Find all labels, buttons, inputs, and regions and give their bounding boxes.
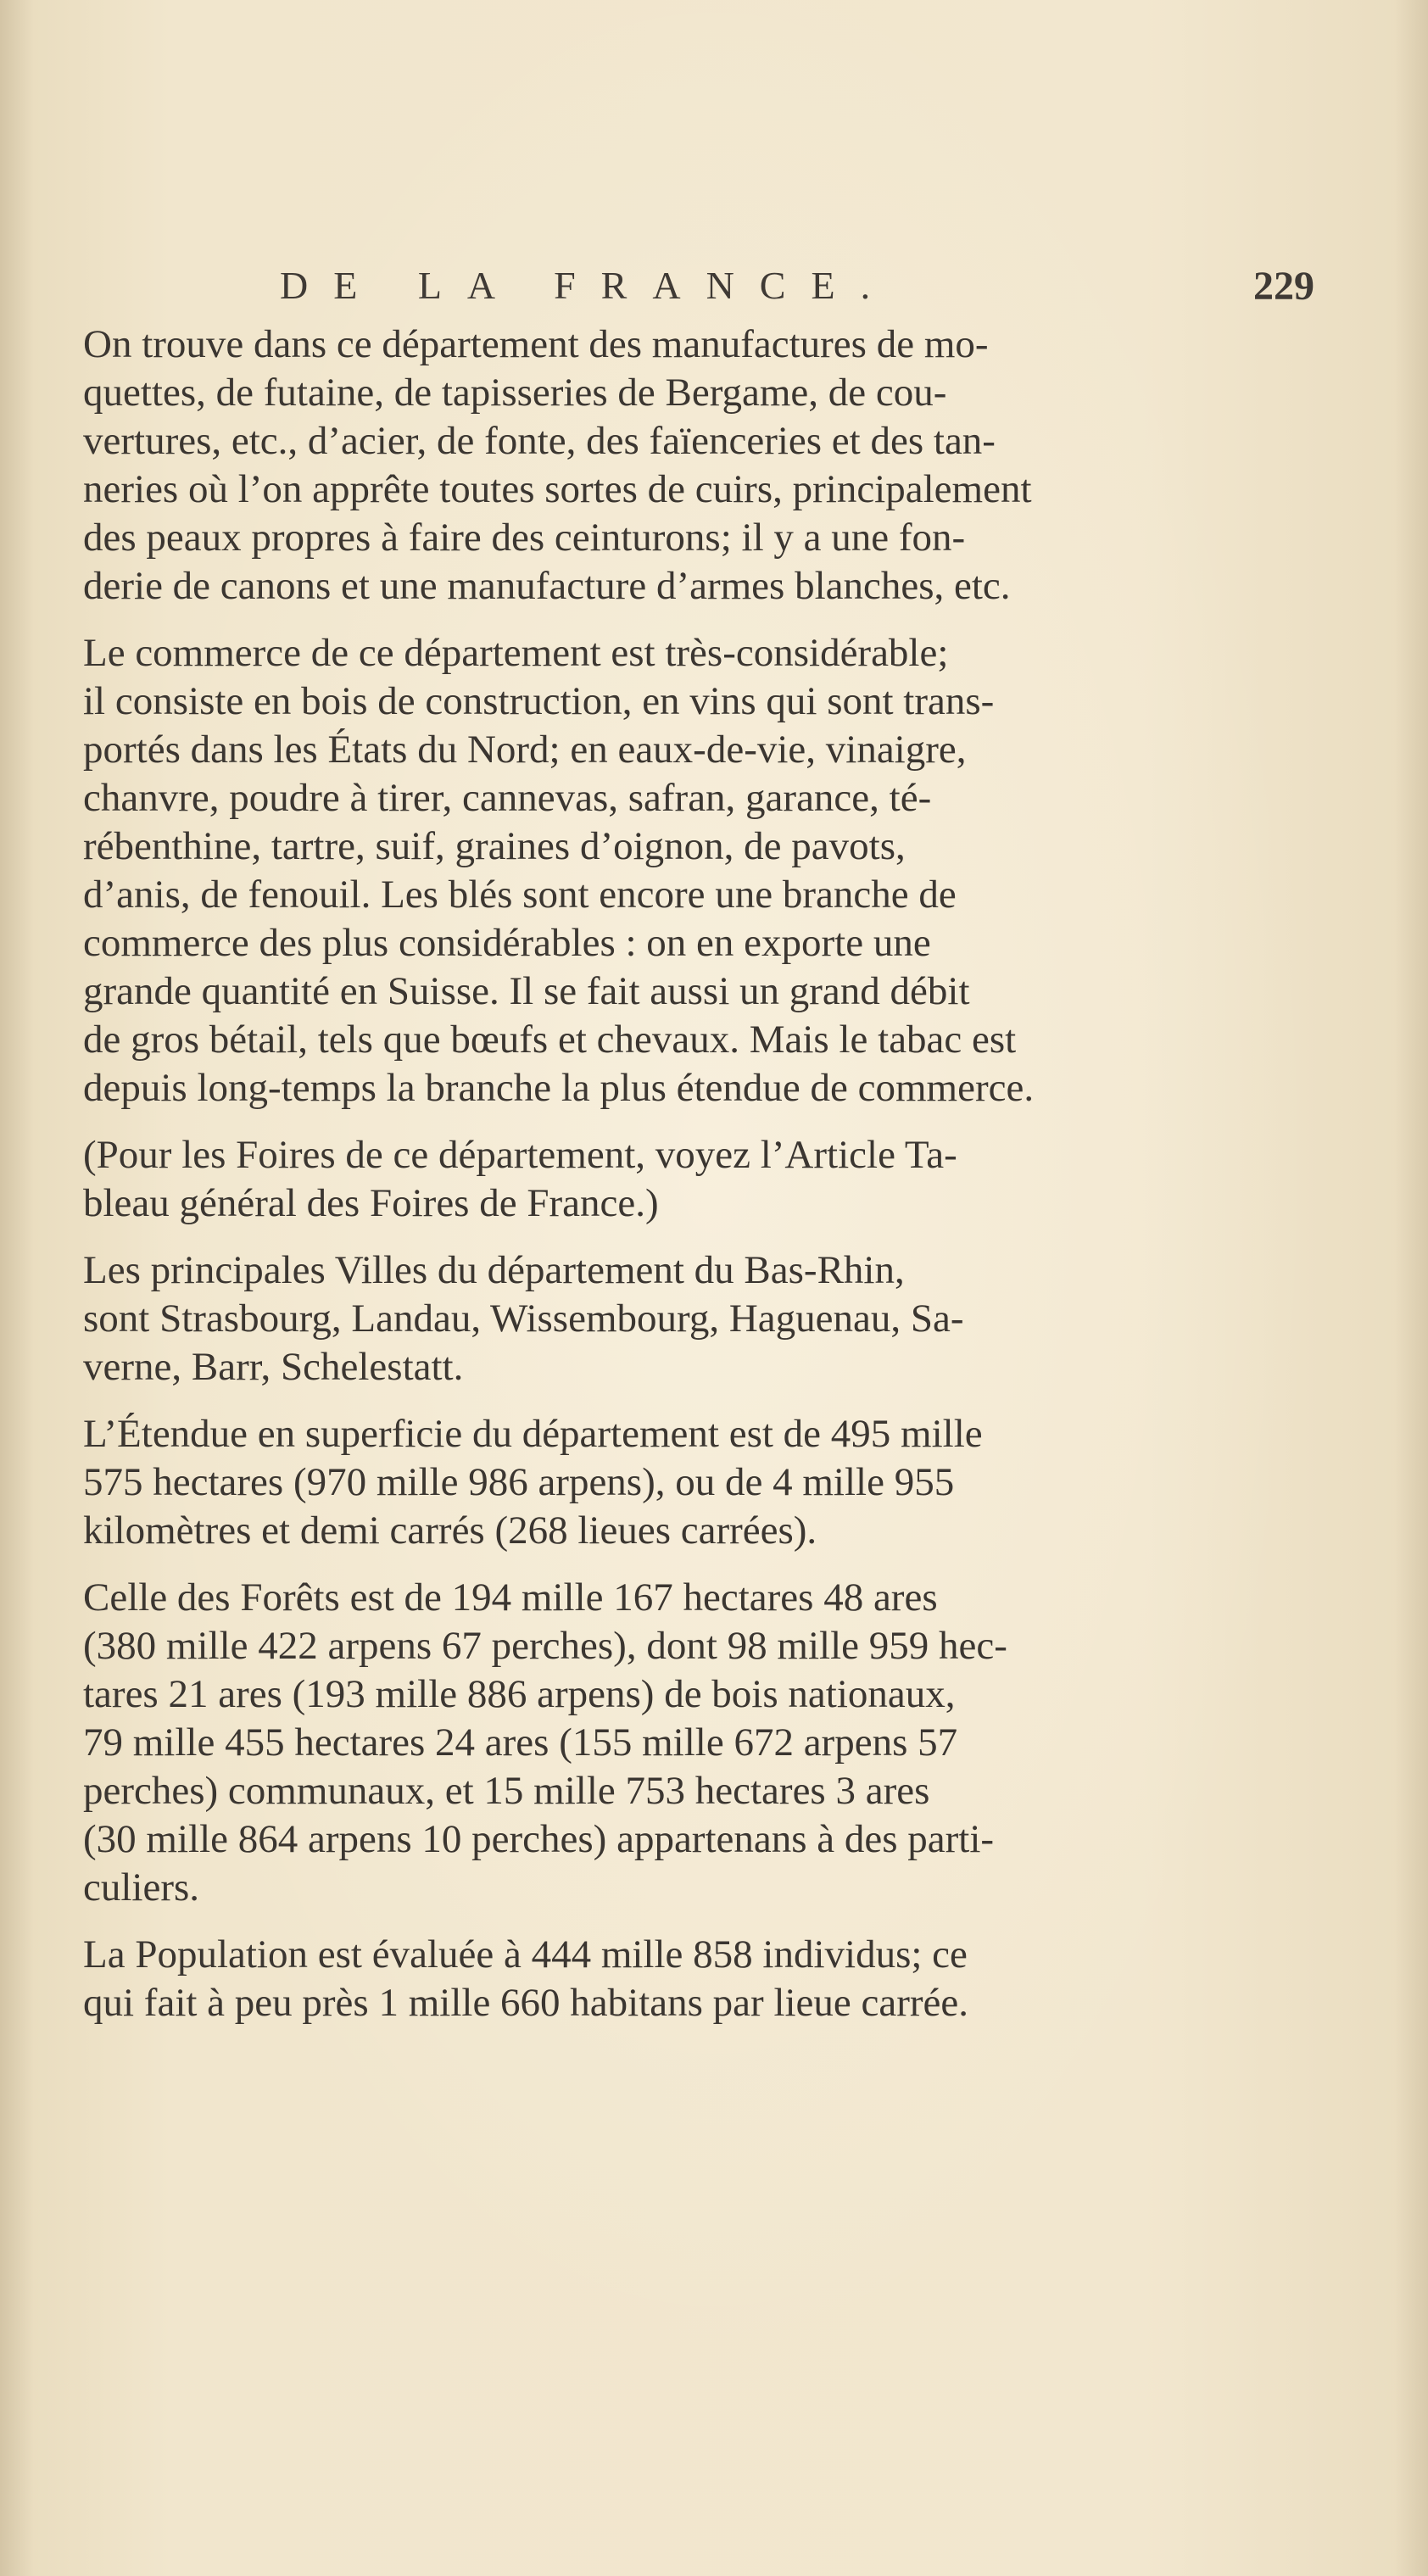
paragraph [83, 629, 1162, 1112]
paragraph-gap [83, 1391, 1162, 1410]
page-gutter-shadow [0, 0, 34, 2576]
text-line: commerce des plus considérables : on en exporte une [83, 921, 931, 965]
paragraph-gap [83, 1228, 1162, 1246]
text-line: La Population est évaluée à 444 mille 858 individus; ce [83, 1932, 968, 1977]
text-line: 575 hectares (970 mille 986 arpens), ou de 4 mille 955 [83, 1460, 955, 1504]
text-line: perches) communaux, et 15 mille 753 hectares 3 ares [83, 1769, 930, 1813]
body-text [83, 321, 1162, 2027]
page-header [280, 263, 1314, 314]
text-line: sont Strasbourg, Landau, Wissembourg, Haguenau, Sa- [83, 1296, 964, 1341]
text-line: verne, Barr, Schelestatt. [83, 1345, 464, 1389]
paragraph [83, 321, 1162, 611]
paragraph-gap [83, 1112, 1162, 1131]
text-line: On trouve dans ce département des manufactures de mo- [83, 322, 989, 366]
text-line: d’anis, de fenouil. Les blés sont encore une branche de [83, 873, 957, 917]
text-line: 79 mille 455 hectares 24 ares (155 mille 672 arpens 57 [83, 1720, 958, 1765]
text-line: grande quantité en Suisse. Il se fait aussi un grand débit [83, 969, 970, 1013]
paragraph [83, 1574, 1162, 1912]
text-line: (Pour les Foires de ce département, voyez l’Article Ta- [83, 1133, 957, 1177]
paragraph-gap [83, 1912, 1162, 1931]
page-number: 229 [1253, 264, 1314, 309]
text-line: quettes, de futaine, de tapisseries de Bergame, de cou- [83, 371, 947, 415]
paragraph-gap [83, 1555, 1162, 1574]
text-line: chanvre, poudre à tirer, cannevas, safran, garance, té- [83, 776, 932, 820]
text-line: Les principales Villes du département du Bas-Rhin, [83, 1248, 905, 1292]
text-line: de gros bétail, tels que bœufs et chevaux. Mais le tabac est [83, 1018, 1017, 1062]
paragraph [83, 1131, 1162, 1228]
paragraph [83, 1246, 1162, 1391]
text-line: qui fait à peu près 1 mille 660 habitans par lieue carrée. [83, 1981, 969, 2025]
text-line: vertures, etc., d’acier, de fonte, des faïenceries et des tan- [83, 419, 996, 463]
text-line: (30 mille 864 arpens 10 perches) appartenans à des parti- [83, 1817, 995, 1861]
text-line: (380 mille 422 arpens 67 perches), dont 98 mille 959 hec- [83, 1624, 1007, 1668]
text-line: culiers. [83, 1865, 200, 1910]
text-line: des peaux propres à faire des ceinturons; il y a une fon- [83, 516, 966, 560]
paragraph [83, 1931, 1162, 2027]
text-line: il consiste en bois de construction, en vins qui sont trans- [83, 679, 995, 723]
text-line: L’Étendue en superficie du département est de 495 mille [83, 1412, 983, 1456]
text-line: depuis long-temps la branche la plus étendue de commerce. [83, 1066, 1035, 1110]
text-line: portés dans les États du Nord; en eaux-de-vie, vinaigre, [83, 728, 967, 772]
paragraph-gap [83, 611, 1162, 629]
text-line: Celle des Forêts est de 194 mille 167 hectares 48 ares [83, 1575, 938, 1620]
text-line: neries où l’on apprête toutes sortes de cuirs, principalement [83, 467, 1032, 511]
text-line: bleau général des Foires de France.) [83, 1181, 659, 1225]
page-edge-shadow [1394, 0, 1428, 2576]
text-line: Le commerce de ce département est très-considérable; [83, 631, 949, 675]
text-line: kilomètres et demi carrés (268 lieues carrées). [83, 1508, 817, 1553]
running-head: DE LA FRANCE. [280, 264, 896, 307]
text-line: rébenthine, tartre, suif, graines d’oignon, de pavots, [83, 824, 906, 868]
text-line: tares 21 ares (193 mille 886 arpens) de bois nationaux, [83, 1672, 956, 1716]
text-line: derie de canons et une manufacture d’armes blanches, etc. [83, 564, 1011, 608]
paragraph [83, 1410, 1162, 1555]
